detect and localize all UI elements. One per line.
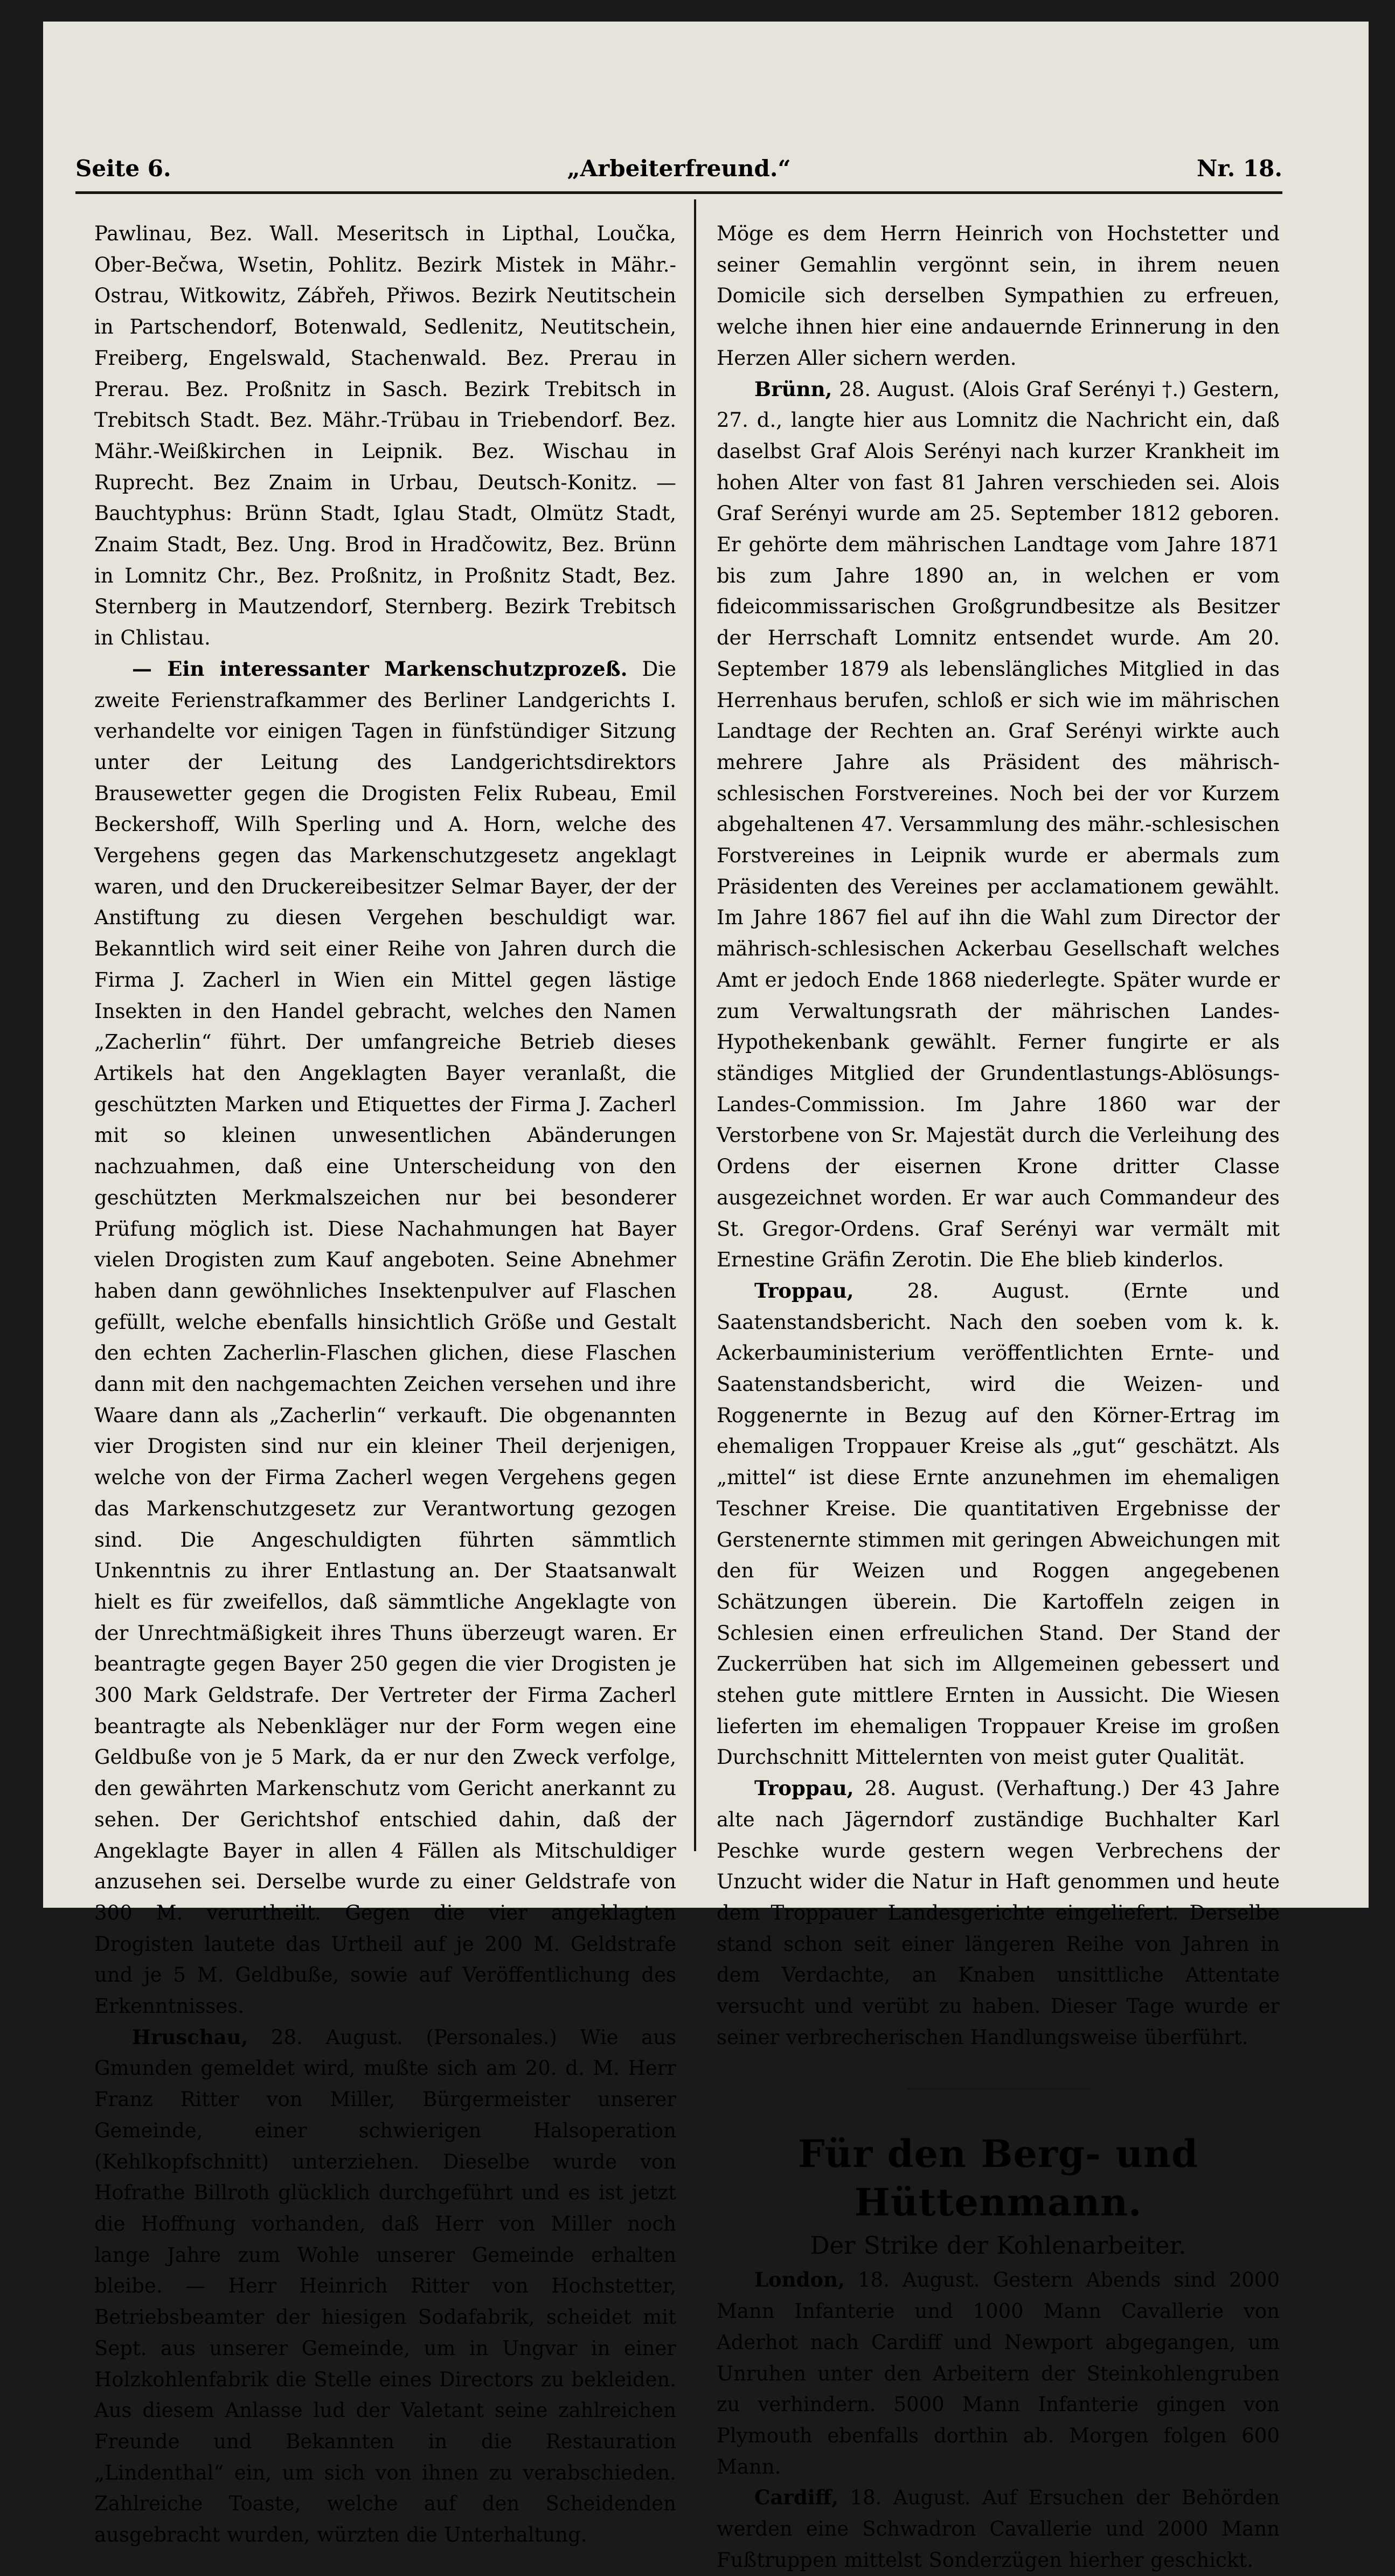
section-subtitle: Der Strike der Kohlenarbeiter. (810, 2231, 1186, 2260)
article-troppau-ernte (717, 1276, 1280, 1773)
article-body: 28. August. (Ernte und Saatenstandsbericht. Nach den soeben vom k. k. Ackerbauministerium veröffentlichten Ernte- und Saatenstandsbericht, wird die Weizen- und Roggenernte in Bezug auf den Körner-Ertrag im ehemaligen Troppauer Kreise als „gut“ geschätzt. Als „mittel“ ist diese Ernte anzunehmen im ehemaligen Teschner Kreise. Die quantitativen Ergebnisse der Gerstenernte stimmen mit geringen Abweichungen mit den für Weizen und Roggen angegebenen Schätzungen überein. Die Kartoffeln zeigen in Schlesien einen erfreulichen Stand. Der Stand der Zuckerrüben hat sich im Allgemeinen gebessert und stehen gute mittlere Ernten in Aussicht. Die Wiesen lieferten im ehemaligen Troppauer Kreise im großen Durchschnitt Mittelernten von meist guter Qualität. (717, 1279, 1280, 1769)
article-title: — Ein interessanter Markenschutzprozeß. (132, 656, 628, 681)
article-body: 28. August. (Personales.) Wie aus Gmunden gemeldet wird, mußte sich am 20. d. M. Herr Franz Ritter von Miller, Bürgermeister unserer Gemeinde, einer schwierigen Halsoperation (Kehlkopfschnitt) unterziehen. Dieselbe wurde von Hofrathe Billroth glücklich durchgeführt und es ist jetzt die Hoffnung vorhanden, daß Herr von Miller noch lange Jahre zum Wohle unserer Gemeinde erhalten bleibe. — Herr Heinrich Ritter von Hochstetter, Betriebsbeamter der hiesigen Sodafabrik, scheidet mit Sept. aus unserer Gemeinde, um in Ungvar in einer Holzkohlenfabrik die Stelle eines Directors zu bekleiden. Aus diesem Anlasse lud der Valetant seine zahlreichen Freunde und Bekannten in die Restauration „Lindenthal“ ein, um sich von ihnen zu verabschieden. Zahlreiche Toaste, welche auf den Scheidenden ausgebracht wurden, würzten die Unterhaltung. (94, 2025, 676, 2547)
page-header (75, 146, 1282, 189)
page-number: Seite 6. (75, 155, 171, 182)
article-body: 18. August. Gestern Abends sind 2000 Mann Infanterie und 1000 Mann Cavallerie von Aderhot nach Cardiff und Newport abgegangen, um Unruhen unter den Arbeitern der Steinkohlengruben zu verhindern. 5000 Mann Infanterie gingen von Plymouth ebenfalls dorthin ab. Morgen folgen 600 Mann. (717, 2268, 1280, 2478)
dateline-place: Troppau, (754, 1278, 854, 1303)
article-bruenn (717, 374, 1280, 1276)
right-column (717, 218, 1280, 2572)
article-epidemic-list: Pawlinau, Bez. Wall. Meseritsch in Lipthal, Loučka, Ober-Bečwa, Wsetin, Pohlitz. Bezirk Mistek in Mähr.-Ostrau, Witkowitz, Zábřeh, Přiwos. Bezirk Neutitschein in Partschendorf, Botenwald, Sedlenitz, Neutitschein, Freiberg, Engelswald, Stachenwald. Bez. Prerau in Prerau. Bez. Proßnitz in Sasch. Bezirk Trebitsch in Trebitsch Stadt. Bez. Mähr.-Trübau in Triebendorf. Bez. Mähr.-Weißkirchen in Leipnik. Bez. Wischau in Ruprecht. Bez Znaim in Urbau, Deutsch-Konitz. — Bauchtyphus: Brünn Stadt, Iglau Stadt, Olmütz Stadt, Znaim Stadt, Bez. Ung. Brod in Hradčowitz, Bez. Brünn in Lomnitz Chr., Bez. Proßnitz, in Proßnitz Stadt, Bez. Sternberg in Mautzendorf, Sternberg. Bezirk Trebitsch in Chlistau. (94, 222, 676, 650)
section-title: Für den Berg- und Hüttenmann. (797, 2131, 1199, 2225)
dateline-place: Troppau, (754, 1776, 854, 1801)
dateline-place: Hruschau, (132, 2025, 248, 2049)
article-body: 28. August. (Verhaftung.) Der 43 Jahre alte nach Jägerndorf zuständige Buchhalter Karl Peschke wurde gestern wegen Verbrechens der Unzucht wider die Natur in Haft genommen und heute dem Troppauer Landesgerichte eingeliefert. Derselbe stand schon seit einer längeren Reihe von Jahren in dem Verdachte, an Knaben unsittliche Attentate versucht und verübt zu haben. Dieser Tage wurde er seiner verbrecherischen Handlungsweise überführt. (717, 1777, 1280, 2049)
dateline-place: Brünn, (754, 377, 832, 401)
article-body: 18. August. Auf Ersuchen der Behörden werden eine Schwadron Cavallerie und 2000 Mann Fußtruppen mittelst Sonderzügen hierher geschickt. (717, 2486, 1280, 2572)
column-divider (694, 199, 696, 1851)
section-rule (907, 2088, 1090, 2089)
dateline-place: London, (754, 2268, 845, 2292)
article-cardiff (717, 2482, 1280, 2575)
newspaper-title: „Arbeiterfreund.“ (567, 155, 791, 182)
article-body: 28. August. (Alois Graf Serényi †.) Gestern, 27. d., langte hier aus Lomnitz die Nachricht ein, daß daselbst Graf Alois Serényi nach kurzer Krankheit im hohen Alter von fast 81 Jahren verschieden sei. Alois Graf Serényi wurde am 25. September 1812 geboren. Er gehörte dem mährischen Landtage vom Jahre 1871 bis zum Jahre 1890 an, in welchen er vom fideicommissarischen Großgrundbesitze als Besitzer der Herrschaft Lomnitz entsendet wurde. Am 20. September 1879 als lebenslängliches Mitglied in das Herrenhaus berufen, schloß er sich wie im mährischen Landtage der Rechten an. Graf Serényi wirkte auch mehrere Jahre als Präsident des mährisch-schlesischen Forstvereines. Noch bei der vor Kurzem abgehaltenen 47. Versammlung des mähr.-schlesischen Forstvereines in Leipnik wurde er abermals zum Präsidenten des Vereines per acclamationem gewählt. Im Jahre 1867 fiel auf ihn die Wahl zum Director der mährisch-schlesischen Ackerbau Gesellschaft welches Amt er jedoch Ende 1868 niederlegte. Später wurde er zum Verwaltungsrath der mährischen Landes-Hypothekenbank gewählt. Ferner fungirte er als ständiges Mitglied der Grundentlastungs-Ablösungs-Landes-Commission. Im Jahre 1860 war der Verstorbene von Sr. Majestät durch die Verleihung des Ordens der eisernen Krone dritter Classe ausgezeichnet worden. Er war auch Commandeur des St. Gregor-Ordens. Graf Serényi war vermält mit Ernestine Gräfin Zerotin. Die Ehe blieb kinderlos. (717, 377, 1280, 1272)
article-hruschau-continued: Möge es dem Herrn Heinrich von Hochstetter und seiner Gemahlin vergönnt sein, in ihrem neuen Domicile sich derselben Sympathien zu erfreuen, welche ihnen hier eine andauernde Erinnerung in den Herzen Aller sichern werden. (717, 222, 1280, 370)
article-markenschutzprozess (94, 654, 676, 2022)
dateline-place: Cardiff, (754, 2485, 839, 2510)
left-column (94, 218, 676, 2547)
article-london (717, 2265, 1280, 2482)
issue-number: Nr. 18. (1197, 155, 1282, 182)
article-hruschau (94, 2022, 676, 2551)
header-rule (75, 191, 1282, 194)
article-body: Die zweite Ferienstrafkammer des Berliner Landgerichts I. verhandelte vor einigen Tagen in fünfstündiger Sitzung unter der Leitung des Landgerichtsdirektors Brausewetter gegen die Drogisten Felix Rubeau, Emil Beckershoff, Wilh Sperling und A. Horn, welche des Vergehens gegen das Markenschutzgesetz angeklagt waren, und den Druckereibesitzer Selmar Bayer, der der Anstiftung zu diesen Vergehen beschuldigt war. Bekanntlich wird seit einer Reihe von Jahren durch die Firma J. Zacherl in Wien ein Mittel gegen lästige Insekten in den Handel gebracht, welches den Namen „Zacherlin“ führt. Der umfangreiche Betrieb dieses Artikels hat den Angeklagten Bayer veranlaßt, die geschützten Marken und Etiquettes der Firma J. Zacherl mit so kleinen unwesentlichen Abänderungen nachzuahmen, daß eine Unterscheidung von den geschützten Merkmalszeichen nur bei besonderer Prüfung möglich ist. Diese Nachahmungen hat Bayer vielen Drogisten zum Kauf angeboten. Seine Abnehmer haben dann gewöhnliches Insektenpulver auf Flaschen gefüllt, welche ebenfalls hinsichtlich Größe und Gestalt den echten Zacherlin-Flaschen glichen, diese Flaschen dann mit den nachgemachten Zeichen versehen und ihre Waare dann als „Zacherlin“ verkauft. Die obgenannten vier Drogisten sind nur ein kleiner Theil derjenigen, welche von der Firma Zacherl wegen Vergehens gegen das Markenschutzgesetz zur Verantwortung gezogen sind. Die Angeschuldigten führten sämmtlich Unkenntnis zu ihrer Entlastung an. Der Staatsanwalt hielt es für zweifellos, daß sämmtliche Angeklagte von der Unrechtmäßigkeit ihres Thuns überzeugt waren. Er beantragte gegen Bayer 250 gegen die vier Drogisten je 300 Mark Geldstrafe. Der Vertreter der Firma Zacherl beantragte als Nebenkläger nur der Form wegen eine Geldbuße von je 5 Mark, da er nur den Zweck verfolge, den gewährten Markenschutz vom Gericht anerkannt zu sehen. Der Gerichtshof entschied dahin, daß der Angeklagte Bayer in allen 4 Fällen als Mitschuldiger anzusehen sei. Derselbe wurde zu einer Geldstrafe von 300 M. verurtheilt. Gegen die vier angeklagten Drogisten lautete das Urtheil auf je 200 M. Geldstrafe und je 5 M. Geldbuße, sowie auf Veröffentlichung des Erkenntnisses. (94, 657, 676, 2018)
article-troppau-verhaftung (717, 1773, 1280, 2053)
